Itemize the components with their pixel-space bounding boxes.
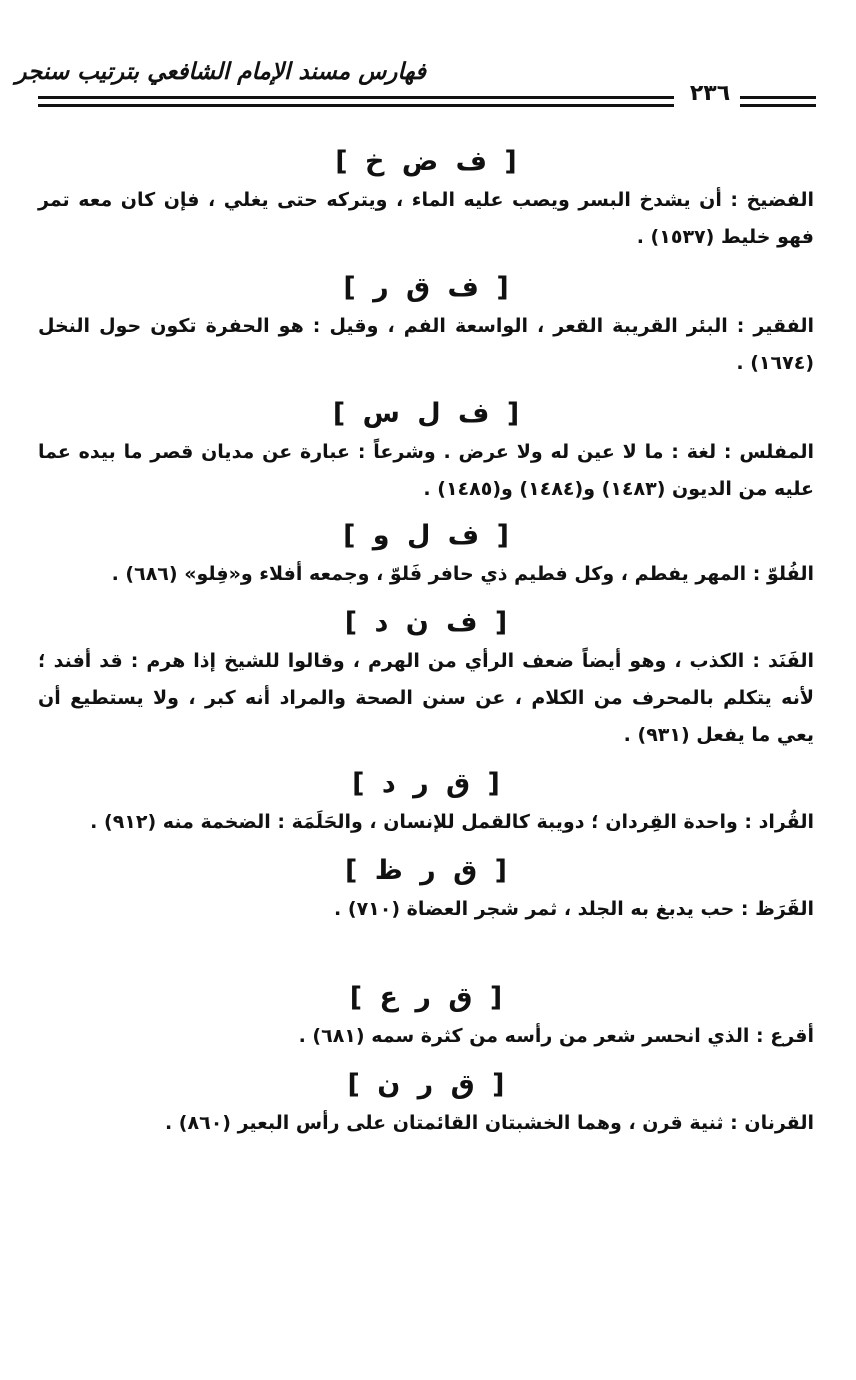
section-heading: [ ف ل س ] <box>332 398 520 429</box>
header-rule <box>740 104 816 107</box>
section-heading: [ ق ر ع ] <box>349 982 503 1013</box>
section-heading: [ ف ق ر ] <box>343 272 509 303</box>
section-heading: [ ق ر ظ ] <box>344 855 507 886</box>
entry-text: الفَنَد : الكذب ، وهو أيضاً ضعف الرأي من الهرم ، وقالوا للشيخ إذا هرم : قد أفند ؛ لأنه يتكلم بالمحرف من الكلام ، عن سنن الصحة والمراد أنه كبر ، ولا يستطيع أن يعي ما يفعل (٩٣١) . <box>38 650 814 746</box>
header-rule <box>740 96 816 99</box>
section-heading: [ ق ر د ] <box>352 768 500 799</box>
entry-text: أقرع : الذي انحسر شعر من رأسه من كثرة سمه (٦٨١) . <box>298 1025 814 1047</box>
entry-text: القُراد : واحدة القِردان ؛ دويبة كالقمل للإنسان ، والحَلَمَة : الضخمة منه (٩١٢) . <box>90 811 814 833</box>
section-heading: [ ف ل و ] <box>343 520 509 551</box>
section-heading: [ ف ض خ ] <box>335 146 517 177</box>
entry-text: الفضيخ : أن يشدخ البسر ويصب عليه الماء ، ويتركه حتى يغلي ، فإن كان معه تمر فهو خليط (١٥٣٧) . <box>38 189 814 248</box>
page-header <box>0 0 856 120</box>
entry-text: القَرَظ : حب يدبغ به الجلد ، ثمر شجر العضاة (٧١٠) . <box>334 898 814 920</box>
running-title: فهارس مسند الإمام الشافعي بترتيب سنجر <box>15 58 426 85</box>
entry-text: الفقير : البئر القريبة القعر ، الواسعة الفم ، وقيل : هو الحفرة تكون حول النخل (١٦٧٤) . <box>38 315 814 374</box>
section-heading: [ ق ر ن ] <box>347 1069 505 1100</box>
header-rule <box>38 104 674 107</box>
page-body <box>38 142 814 1142</box>
page-number: ٢٣٦ <box>689 81 731 106</box>
entry-text: المفلس : لغة : ما لا عين له ولا عرض . وشرعاً : عبارة عن مديان قصر ما بيده عما عليه من الديون (١٤٨٣) و(١٤٨٤) و(١٤٨٥) . <box>38 441 814 500</box>
entry-text: القرنان : ثنية قرن ، وهما الخشبتان القائمتان على رأس البعير (٨٦٠) . <box>164 1112 814 1134</box>
section-heading: [ ف ن د ] <box>344 607 508 638</box>
entry-text: الفُلوّ : المهر يفطم ، وكل فطيم ذي حافر فَلوّ ، وجمعه أفلاء و«فِلو» (٦٨٦) . <box>111 563 814 585</box>
header-rule <box>38 96 674 99</box>
